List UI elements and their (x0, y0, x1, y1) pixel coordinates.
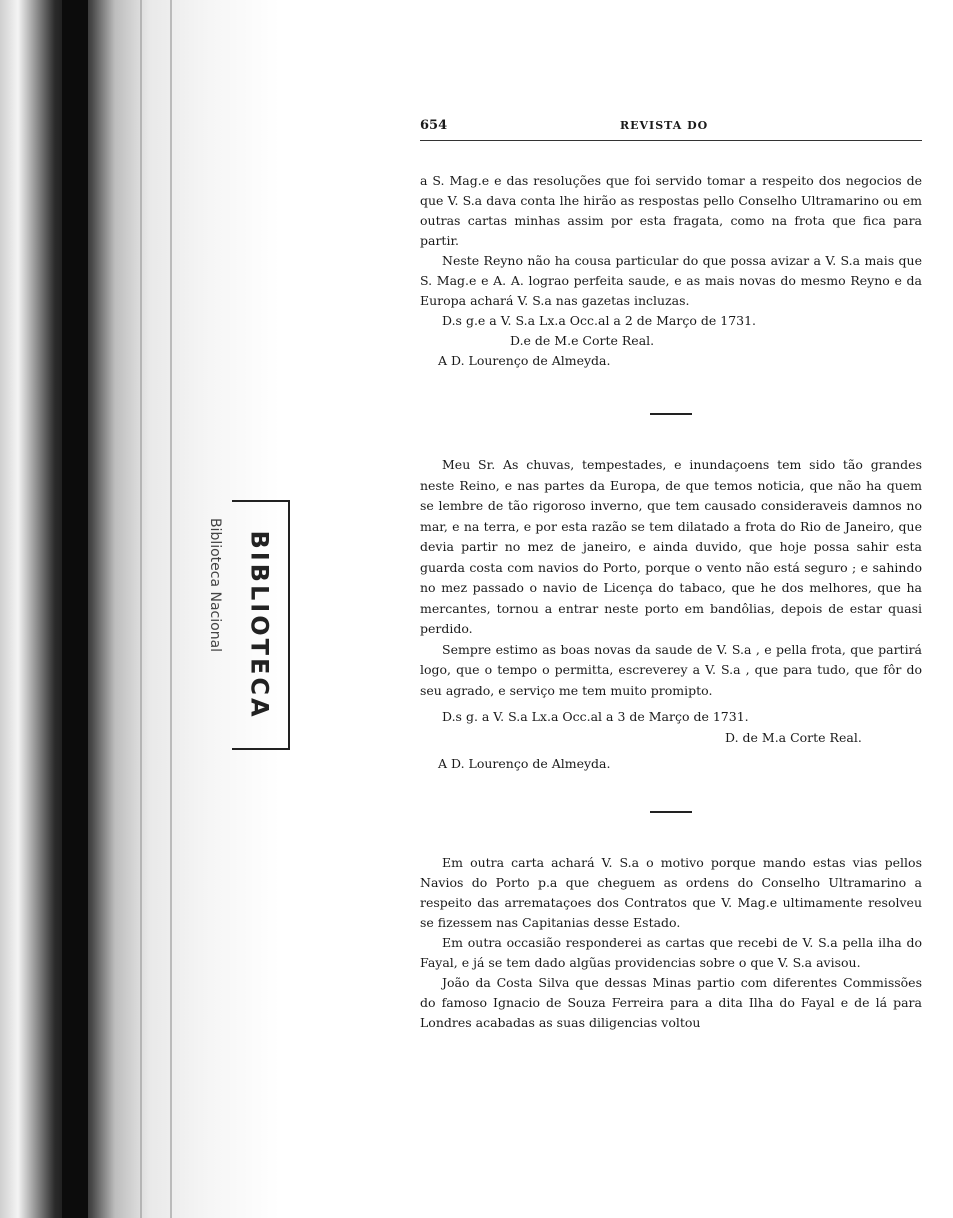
letter-1-signature: D.e de M.e Corte Real. (510, 333, 655, 348)
book-spine-gutter (62, 0, 88, 1218)
library-stamp-label: BIBLIOTECA (246, 530, 274, 720)
letter-1 (420, 171, 922, 371)
letter-1-closing: D.s g.e a V. S.a Lx.a Occ.al a 2 de Março de 1731. (442, 313, 757, 328)
letter-3-paragraph-3: João da Costa Silva que dessas Minas partio com diferentes Commissões do famoso Ignacio de Souza Ferreira para a dita Ilha do Fayal e de lá para Londres acabadas as suas diligencias voltou (420, 974, 922, 1030)
library-stamp-sublabel: Biblioteca Nacional (207, 517, 224, 653)
letter-3-paragraph-2: Em outra occasião responderei as cartas que recebi de V. S.a pella ilha do Fayal, e já se tem dado algũas providencias sobre o que V. S.a avisou. (420, 934, 922, 970)
document-page (420, 118, 922, 1033)
letter-3-paragraph-1: Em outra carta achará V. S.a o motivo porque mando estas vias pellos Navios do Porto p.a que cheguem as ordens do Conselho Ultramarino a respeito das arremataçoes dos Contratos que V. Mag.e ultimamente resolveu se fizessem nas Capitanias desse Estado. (420, 854, 922, 930)
letter-2-closing: D.s g. a V. S.a Lx.a Occ.al a 3 de Março de 1731. (442, 709, 749, 724)
letter-1-paragraph-2: Neste Reyno não ha cousa particular do que possa avizar a V. S.a mais que S. Mag.e e A. A. lograo perfeita saude, e as mais novas do mesmo Reyno e da Europa achará V. S.a nas gazetas incluzas. (420, 253, 922, 308)
page-header (420, 118, 922, 141)
running-title: REVISTA DO (620, 119, 709, 132)
letter-2-signature: D. de M.a Corte Real. (725, 729, 862, 745)
paper-edge-streak (140, 0, 142, 1218)
letter-2 (420, 455, 922, 775)
library-stamp (232, 500, 290, 750)
paper-edge-streak (170, 0, 172, 1218)
page-number: 654 (420, 118, 448, 133)
letter-1-addressee: A D. Lourenço de Almeyda. (438, 353, 611, 368)
letter-1-paragraph-1: a S. Mag.e e das resoluções que foi servido tomar a respeito dos negocios de que V. S.a dava conta lhe hirão as respostas pello Conselho Ultramarino ou em outras cartas minhas assim por esta fragata, como na frota que fica para partir. (420, 173, 922, 248)
letter-2-paragraph-1: Meu Sr. As chuvas, tempestades, e inundaçoens tem sido tão grandes neste Reino, e nas partes da Europa, de que temos noticia, que não ha quem se lembre de tão rigoroso inverno, que tem causado consideraveis damnos no mar, e na terra, e por esta razão se tem dilatado a frota do Rio de Janeiro, que devia partir no mez de janeiro, e ainda duvido, que hoje possa sahir esta guarda costa com navios do Porto, porque o vento não está seguro ; e sahindo no mez passado o navio de Licença do tabaco, que he dos melhores, que ha mercantes, tornou a entrar neste porto em bandôlias, depois de estar quasi perdido. (420, 457, 922, 636)
letter-2-addressee: A D. Lourenço de Almeyda. (438, 756, 611, 771)
section-divider (650, 811, 692, 813)
letter-3 (420, 853, 922, 1033)
letter-2-paragraph-2: Sempre estimo as boas novas da saude de V. S.a , e pella frota, que partirá logo, que o tempo o permitta, escreverey a V. S.a , que para tudo, que fôr do seu agrado, e serviço me tem muito promipto. (420, 641, 922, 698)
section-divider (650, 413, 692, 415)
